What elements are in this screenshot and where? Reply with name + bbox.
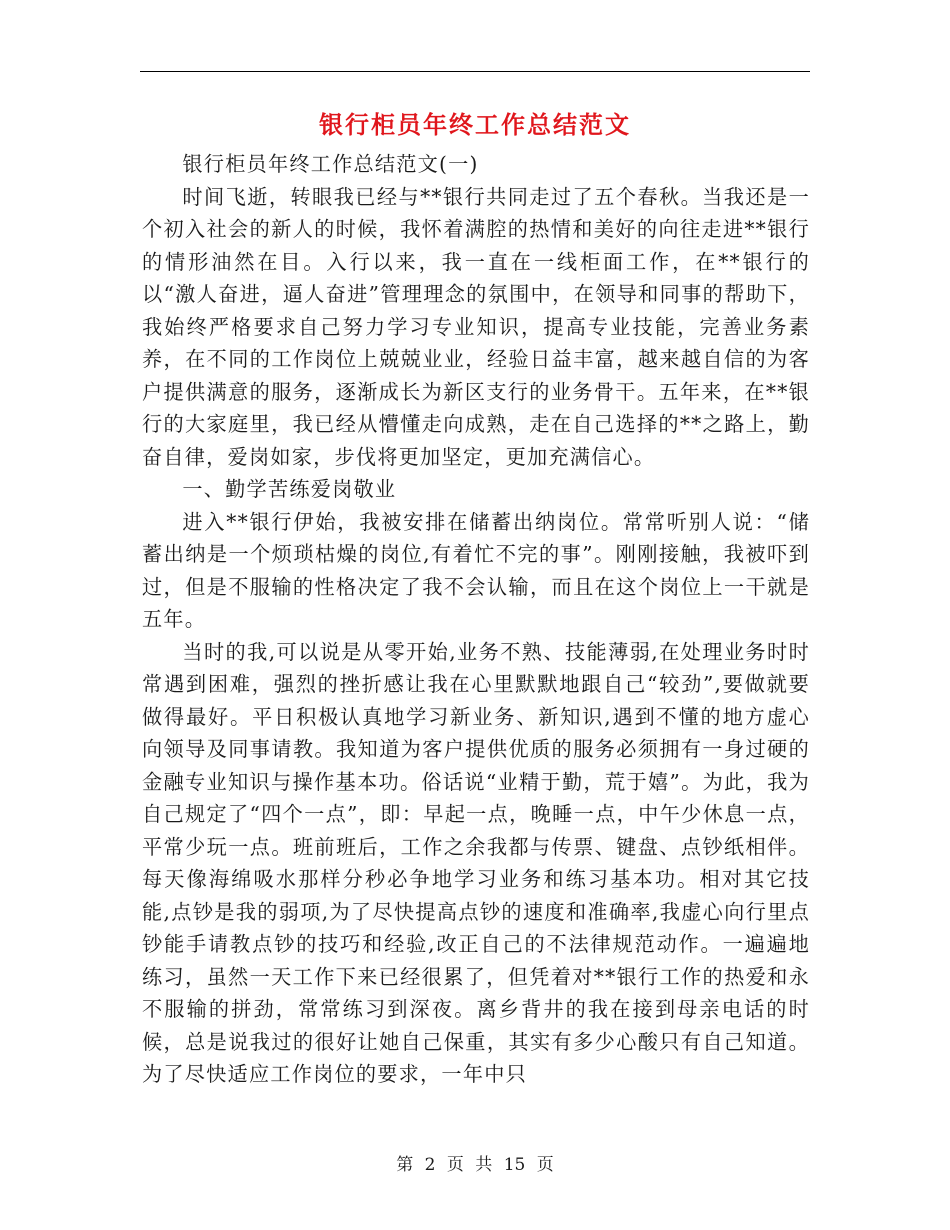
- paragraph-body: 进入**银行伊始，我被安排在储蓄出纳岗位。常常听别人说：“储蓄出纳是一个烦琐枯燥的岗位,有着忙不完的事”。刚刚接触，我被吓到过，但是不服输的性格决定了我不会认输，而且在这个岗位上一干就是五年。: [142, 509, 810, 631]
- header-rule: [140, 71, 810, 72]
- document-title: 银行柜员年终工作总结范文: [319, 111, 631, 139]
- paragraph-subtitle: 银行柜员年终工作总结范文(一): [182, 152, 479, 176]
- paragraph-body: 当时的我,可以说是从零开始,业务不熟、技能薄弱,在处理业务时时常遇到困难，强烈的挫折感让我在心里默默地跟自己“较劲”,要做就要做得最好。平日积极认真地学习新业务、新知识,遇到不懂的地方虚心向领导及同事请教。我知道为客户提供优质的服务必须拥有一身过硬的金融专业知识与操作基本功。俗话说“业精于勤，荒于嬉”。为此，我为自己规定了“四个一点”，即：早起一点，晚睡一点，中午少休息一点，平常少玩一点。班前班后，工作之余我都与传票、键盘、点钞纸相伴。每天像海绵吸水那样分秒必争地学习业务和练习基本功。相对其它技能,点钞是我的弱项,为了尽快提高点钞的速度和准确率,我虚心向行里点钞能手请教点钞的技巧和经验,改正自己的不法律规范动作。一遍遍地练习，虽然一天工作下来已经很累了，但凭着对**银行工作的热爱和永不服输的拼劲，常常练习到深夜。离乡背井的我在接到母亲电话的时候，总是说我过的很好让她自己保重，其实有多少心酸只有自己知道。为了尽快适应工作岗位的要求，一年中只: [142, 639, 810, 1086]
- paragraph-intro: 时间飞逝，转眼我已经与**银行共同走过了五个春秋。当我还是一个初入社会的新人的时候，我怀着满腔的热情和美好的向往走进**银行的情形油然在目。入行以来，我一直在一线柜面工作，在**银行的以“激人奋进，逼人奋进”管理理念的氛围中，在领导和同事的帮助下，我始终严格要求自己努力学习专业知识，提高专业技能，完善业务素养，在不同的工作岗位上兢兢业业，经验日益丰富，越来越自信的为客户提供满意的服务，逐渐成长为新区支行的业务骨干。五年来，在**银行的大家庭里，我已经从懵懂走向成熟，走在自己选择的**之路上，勤奋自律，爱岗如家，步伐将更加坚定，更加充满信心。: [142, 184, 810, 469]
- document-body: [142, 148, 810, 1091]
- page-number-footer: 第 2 页 共 15 页: [396, 1155, 554, 1175]
- section-heading: 一、勤学苦练爱岗敬业: [182, 477, 397, 501]
